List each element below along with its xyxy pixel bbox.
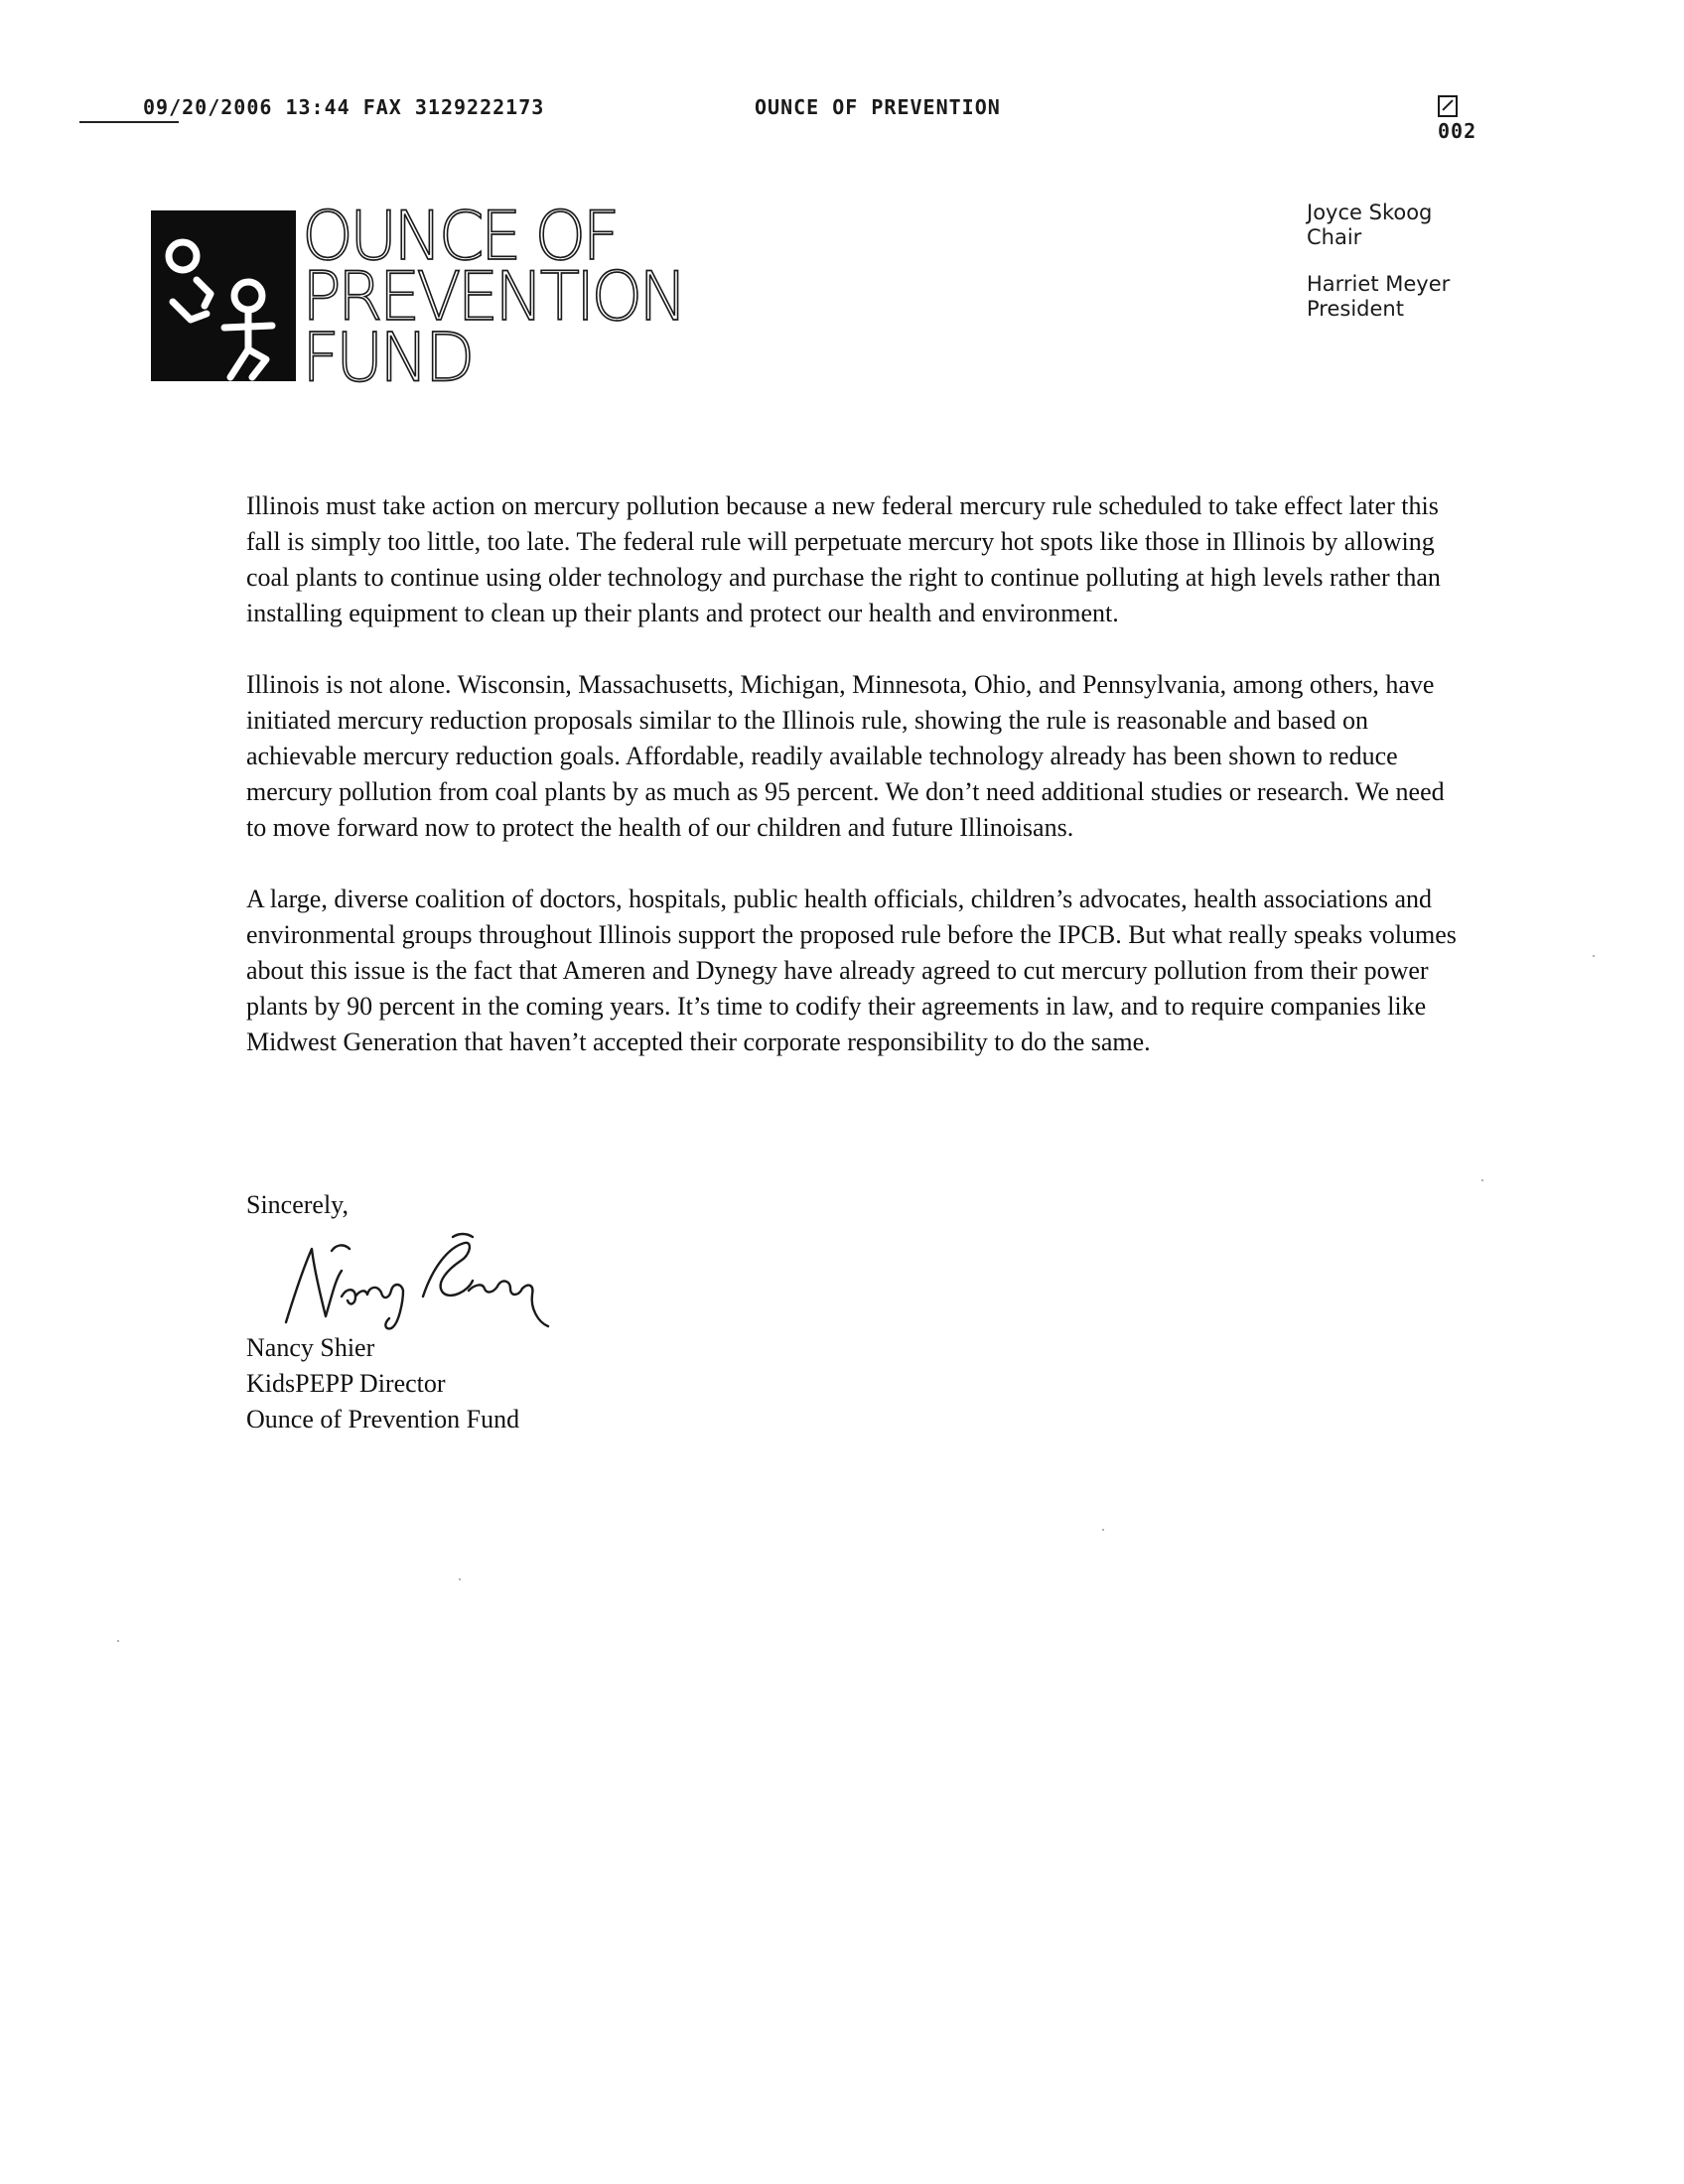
signatory-title: KidsPEPP Director [246,1369,446,1398]
fax-header-rule [79,121,179,123]
signatory-name: Nancy Shier [246,1333,375,1362]
fax-page-indicator [1438,95,1489,143]
officer-name: Harriet Meyer [1307,272,1451,296]
officer-name: Joyce Skoog [1307,201,1433,224]
fax-header [79,95,1489,143]
logo-line-2: PREVENTION [302,258,684,337]
body-paragraph-3: A large, diverse coalition of doctors, hospitals, public health officials, children’s advocates, health associations and environmental groups throughout Illinois support the proposed rule before the IPCB. But what really speaks volumes about this issue is the fact that Ameren and Dynegy have already agreed to cut mercury pollution from their power plants by 90 percent in the coming years. It’s time to codify their agreements in law, and to require companies like Midwest Generation that haven’t accepted their corporate responsibility to do the same. [246,885,1457,1056]
body-paragraph-2: Illinois is not alone. Wisconsin, Massachusetts, Michigan, Minnesota, Ohio, and Pennsylvania, among others, have initiated mercury reduction proposals similar to the Illinois rule, showing the rule is reasonable and based on achievable mercury reduction goals. Affordable, readily available technology already has been shown to reduce mercury pollution from coal plants by as much as 95 percent. We don’t need additional studies or research. We need to move forward now to protect the health of our children and future Illinoisans. [246,670,1445,842]
logo-figure-icon [151,210,296,381]
logo-line-3: FUND [302,319,472,397]
logo-wordmark [302,197,684,397]
fax-page-number: 002 [1438,119,1477,143]
checkbox-icon [1438,95,1458,117]
closing-salutation: Sincerely, [246,1190,349,1219]
scan-speck [1593,955,1595,957]
handwritten-signature [274,1227,572,1346]
signature-block [246,1330,519,1437]
fax-sender-name: OUNCE OF PREVENTION [755,95,1001,119]
logo-line-1: OUNCE OF [302,197,617,276]
fax-transmission-info: 09/20/2006 13:44 FAX 3129222173 [143,95,545,119]
scan-speck [1102,1529,1104,1531]
officer-president [1307,272,1450,322]
signatory-organization: Ounce of Prevention Fund [246,1405,520,1433]
scan-speck [117,1640,119,1642]
organization-logo [151,197,684,397]
letter-body [246,488,1468,1096]
body-paragraph-1: Illinois must take action on mercury pollution because a new federal mercury rule scheduled to take effect later this fall is simply too little, too late. The federal rule will perpetuate mercury hot spots like those in Illinois by allowing coal plants to continue using older technology and purchase the right to continue polluting at high levels rather than installing equipment to clean up their plants and protect our health and environment. [246,491,1441,627]
scan-speck [459,1578,461,1580]
officer-chair [1307,201,1450,250]
scan-speck [1481,1179,1483,1181]
officer-title: President [1307,297,1404,321]
officers-list [1307,201,1450,343]
officer-title: Chair [1307,225,1362,249]
